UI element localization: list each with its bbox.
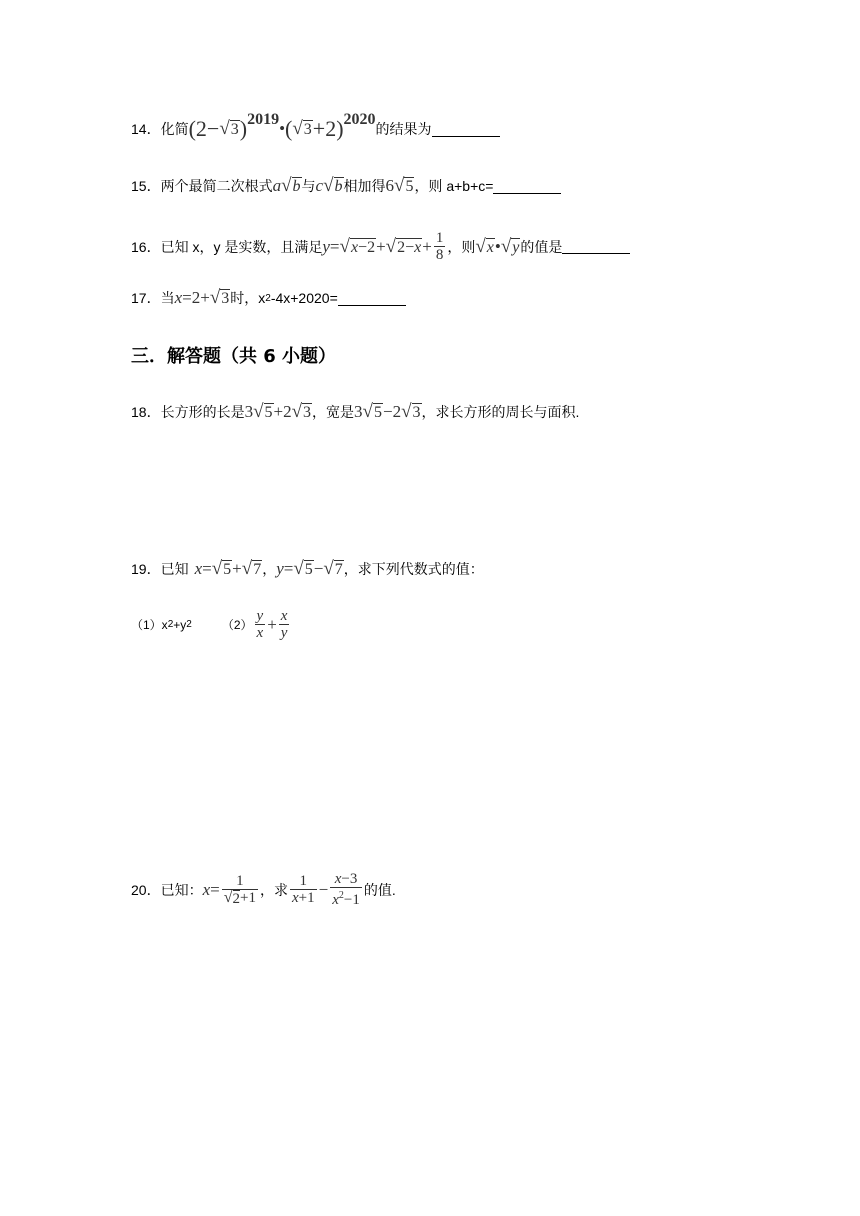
fraction: $\frac{y}{x}$ [256, 608, 264, 641]
exponent: 2020 [343, 111, 376, 128]
fraction: $\frac{x-3}{x^2-1}$ [332, 871, 360, 908]
exponent: 2019 [247, 111, 280, 128]
sqrt: √ 3 [219, 118, 239, 139]
problem-15: 15． 两个最简二次根式 a √ b 与 c √ b 相加得 6 √ 5 ，则 a+b+c= [131, 176, 561, 196]
answer-blank [432, 122, 500, 137]
problem-text: 化简 [160, 121, 189, 137]
problem-16: 16． 已知 x，y 是实数，且满足 y = √ x−2 + √ 2−x + $\frac{1}{8}$ ，则 √ x • √ y 的值是 [131, 230, 630, 263]
problem-14: 14． 化简 (2− √ 3 ) 2019 • ( √ 3 +2) 2020 的结果为 [131, 116, 500, 142]
section-title: 三．解答题（共 6 小题） [131, 346, 337, 367]
problem-number: 16． [131, 238, 161, 255]
problem-20: 20． 已知： x = 1 √ 2 +1 ，求 $\frac{1}{x+1}$ − $\frac{x-3}{x^2-1}$ 的值. [131, 871, 396, 908]
fraction: $\frac{1}{x+1}$ [291, 873, 315, 906]
problem-number: 14． [131, 121, 161, 137]
problem-number: 17． [131, 290, 161, 306]
problem-number: 15． [131, 178, 161, 194]
answer-blank [493, 179, 561, 194]
subpart-1: （1）x [131, 618, 168, 632]
fraction: $\frac{x}{y}$ [280, 608, 288, 641]
problem-number: 18． [131, 404, 161, 420]
formula: (2− [188, 116, 220, 141]
subpart-2: （2） [221, 618, 253, 632]
problem-number: 20． [131, 881, 161, 898]
problem-19: 19． 已知 x = √ 5 + √ 7 ， y = √ 5 − √ 7 ，求下列代数式的值： [131, 558, 484, 579]
problem-number: 19． [131, 561, 161, 577]
problem-18: 18． 长方形的长是 3 √ 5 +2 √ 3 ，宽是 3 √ 5 −2 √ 3 ，求长方形的周长与面积. [131, 401, 580, 422]
fraction: $\frac{1}{8}$ [435, 230, 444, 263]
answer-blank [562, 239, 630, 254]
problem-17: 17． 当 x =2+ √ 3 时， x 2 -4x+2020= [131, 288, 406, 308]
answer-blank [338, 291, 406, 306]
problem-19-subparts: （1）x 2 +y 2 （2） $\frac{y}{x}$ + $\frac{x}{y}$ [131, 608, 288, 641]
fraction: 1 √ 2 +1 [223, 872, 256, 907]
